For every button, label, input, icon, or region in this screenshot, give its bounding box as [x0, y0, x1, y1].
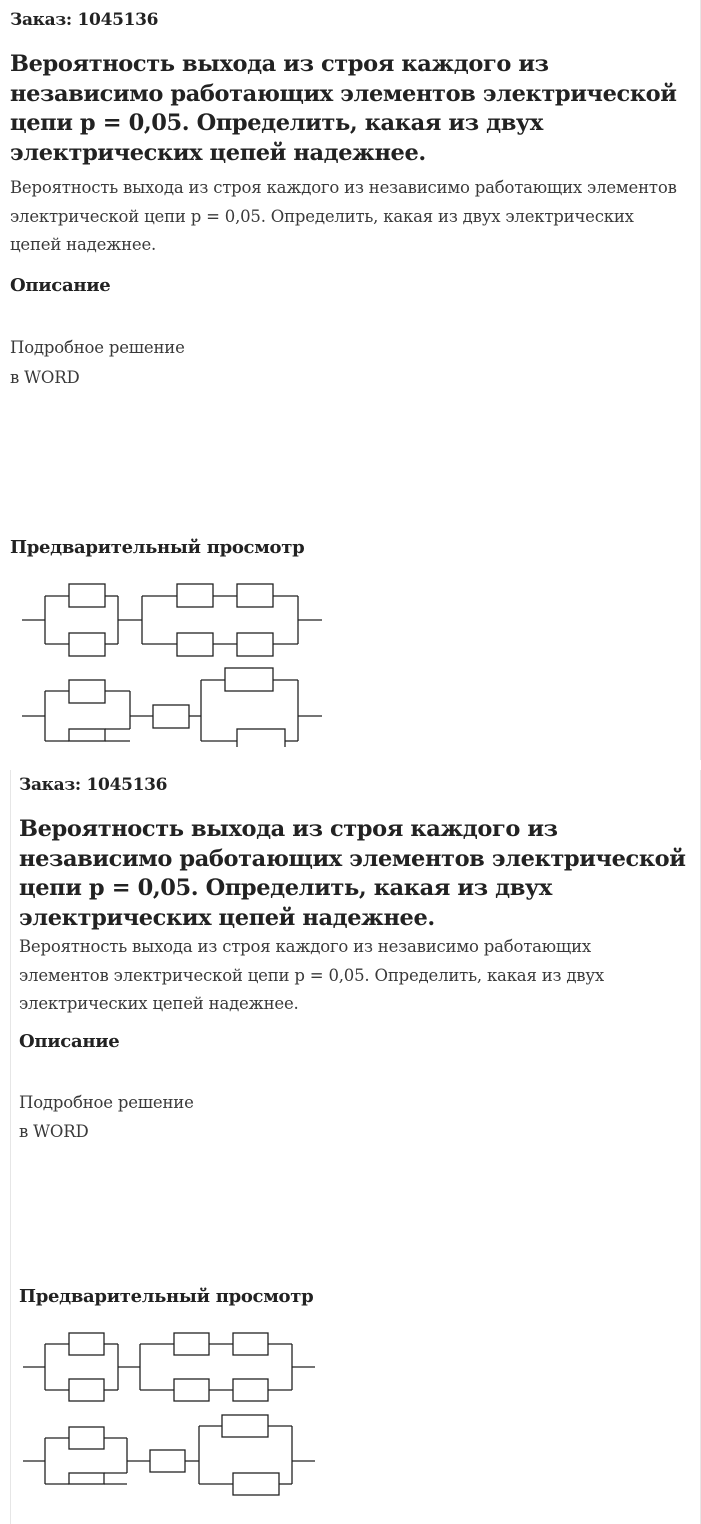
- description-line: в WORD: [10, 368, 80, 387]
- preview-heading: Предварительный просмотр: [19, 1286, 314, 1307]
- problem-text: Вероятность выхода из строя каждого из независимо работающих элементов электрической цепи р = 0,05. Определить, какая из двух электрических цепей надежнее.: [10, 178, 677, 254]
- circuit-preview-image: [19, 1321, 329, 1505]
- order-number: Заказ: 1045136: [10, 10, 159, 30]
- description-heading: Описание: [10, 275, 111, 296]
- order-card-1: [0, 0, 701, 760]
- description-line: Подробное решение: [10, 338, 185, 357]
- circuit-preview-image: [10, 572, 330, 751]
- description-line: Подробное решение: [19, 1093, 194, 1112]
- order-card-2: [10, 770, 701, 1524]
- page-title: Вероятность выхода из строя каждого из независимо работающих элементов электрической цепи р = 0,05. Определить, какая из двух электрических цепей надежнее.: [19, 816, 686, 931]
- circuit-diagram: [10, 572, 330, 747]
- page-title: Вероятность выхода из строя каждого из независимо работающих элементов электрической цепи р = 0,05. Определить, какая из двух электрических цепей надежнее.: [10, 51, 677, 166]
- preview-heading: Предварительный просмотр: [10, 537, 305, 558]
- description-line: в WORD: [19, 1122, 89, 1141]
- circuit-diagram: [19, 1321, 329, 1501]
- problem-text: Вероятность выхода из строя каждого из независимо работающих элементов электрической цепи р = 0,05. Определить, какая из двух электрических цепей надежнее.: [19, 937, 605, 1013]
- order-number: Заказ: 1045136: [19, 775, 168, 795]
- description-heading: Описание: [19, 1031, 120, 1052]
